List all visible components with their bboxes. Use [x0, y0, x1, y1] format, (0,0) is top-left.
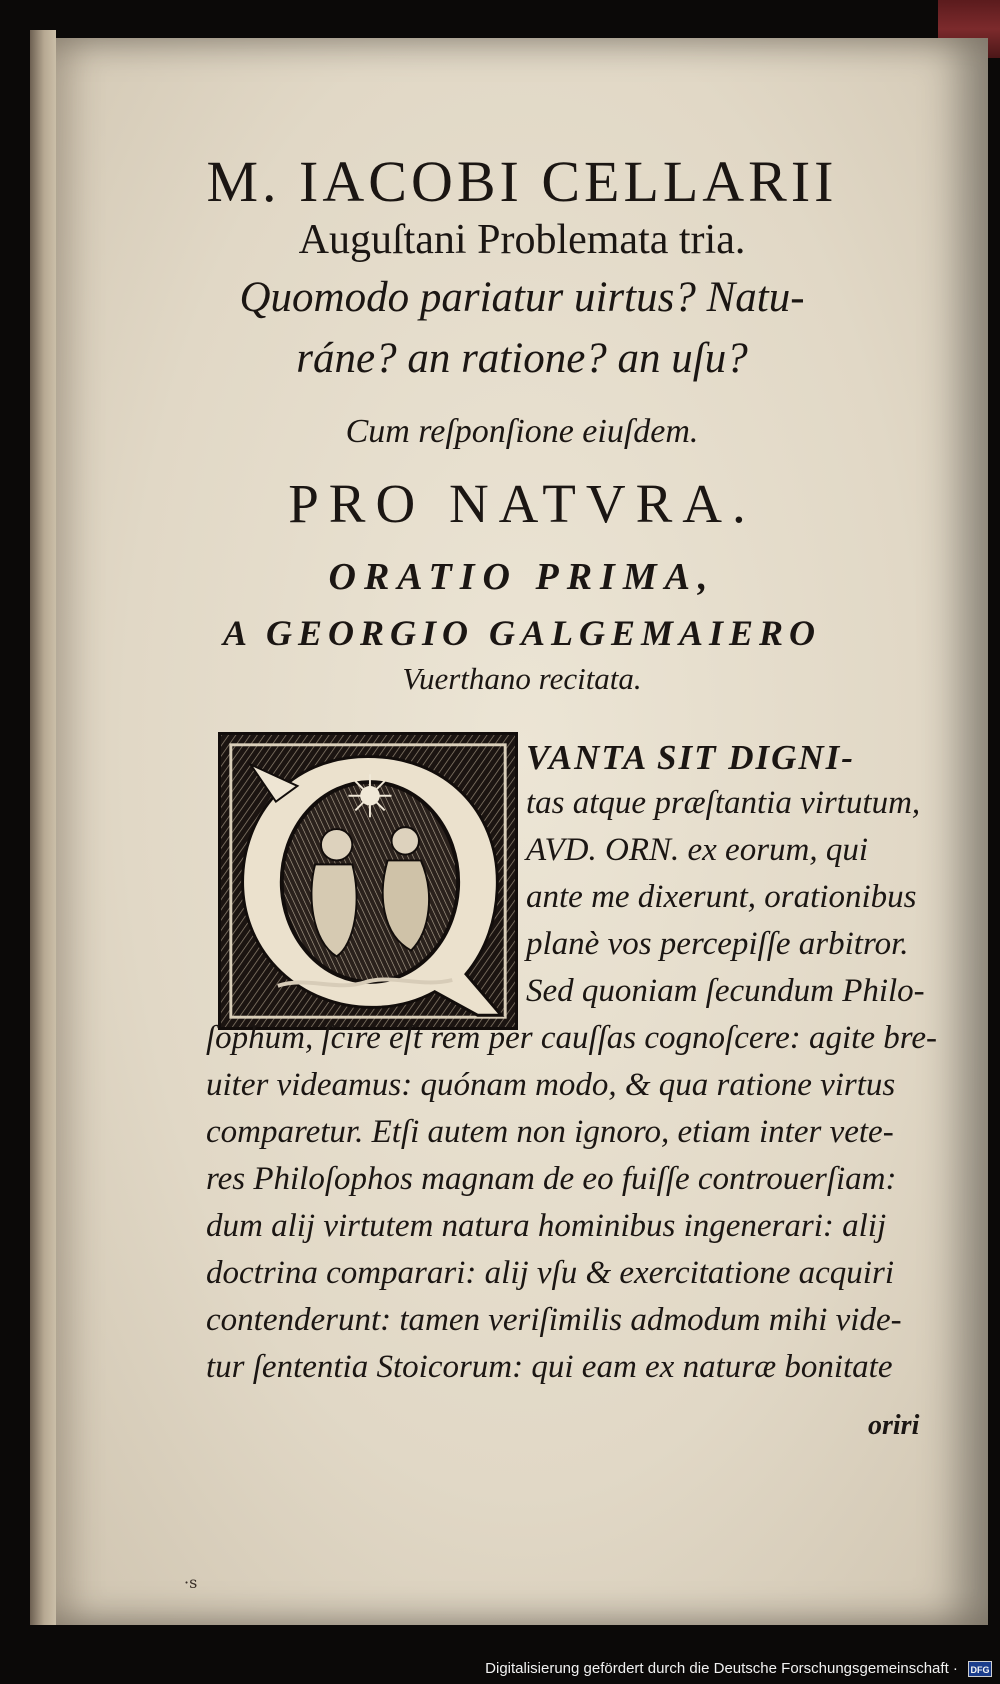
page-content — [56, 38, 988, 1625]
page-mark: ·s — [184, 1573, 198, 1592]
decorated-initial — [218, 732, 518, 1030]
catchword: oriri — [868, 1410, 920, 1441]
funding-credit: Digitalisierung gefördert durch die Deutsche Forschungsgemeinschaft · — [485, 1659, 958, 1677]
body-line-8: uiter videamus: quónam modo, & qua ratione virtus — [206, 1067, 896, 1103]
decorated-initial-graphic — [221, 735, 515, 1027]
body-line-10: res Philoſophos magnam de eo fuiſſe controuerſiam: — [206, 1161, 897, 1197]
title-question-line-2: ráne? an ratione? an uſu? — [296, 335, 748, 382]
speaker-heading: A GEORGIO GALGEMAIERO — [222, 613, 822, 653]
body-line-6: Sed quoniam ſecundum Philo- — [526, 973, 925, 1009]
body-line-12: doctrina comparari: alij vſu & exercitatione acquiri — [206, 1255, 894, 1291]
body-line-11: dum alij virtutem natura hominibus ingenerari: alij — [206, 1208, 887, 1244]
title-response-line: Cum reſponſione eiuſdem. — [345, 413, 699, 450]
body-line-2: tas atque præſtantia virtutum, — [526, 785, 921, 821]
body-line-7: ſophum, ſcire eſt rem per cauſſas cognoſcere: agite bre- — [206, 1020, 937, 1056]
title-author: M. IACOBI CELLARII — [206, 149, 838, 214]
dfg-logo-icon: DFG — [968, 1661, 992, 1677]
book-edge — [30, 30, 56, 1625]
body-line-1: VANTA SIT DIGNI- — [526, 738, 855, 777]
body-line-5: planè vos percepiſſe arbitror. — [526, 926, 909, 962]
section-heading: PRO NATVRA. — [288, 473, 756, 534]
body-line-14: tur ſententia Stoicorum: qui eam ex naturæ bonitate — [206, 1349, 893, 1385]
body-line-13: contenderunt: tamen veriſimilis admodum mihi vide- — [206, 1302, 902, 1338]
body-line-9: comparetur. Etſi autem non ignoro, etiam inter vete- — [206, 1114, 894, 1150]
body-line-3: AVD. ORN. ex eorum, qui — [526, 832, 869, 868]
recitation-note: Vuerthano recitata. — [402, 661, 642, 696]
oration-heading: ORATIO PRIMA, — [328, 556, 716, 598]
title-subtitle: Auguſtani Problemata tria. — [298, 217, 746, 263]
digitization-footer — [0, 1658, 1000, 1684]
body-line-4: ante me dixerunt, orationibus — [526, 879, 917, 915]
title-question-line-1: Quomodo pariatur uirtus? Natu- — [239, 274, 805, 321]
book-page — [56, 38, 988, 1625]
